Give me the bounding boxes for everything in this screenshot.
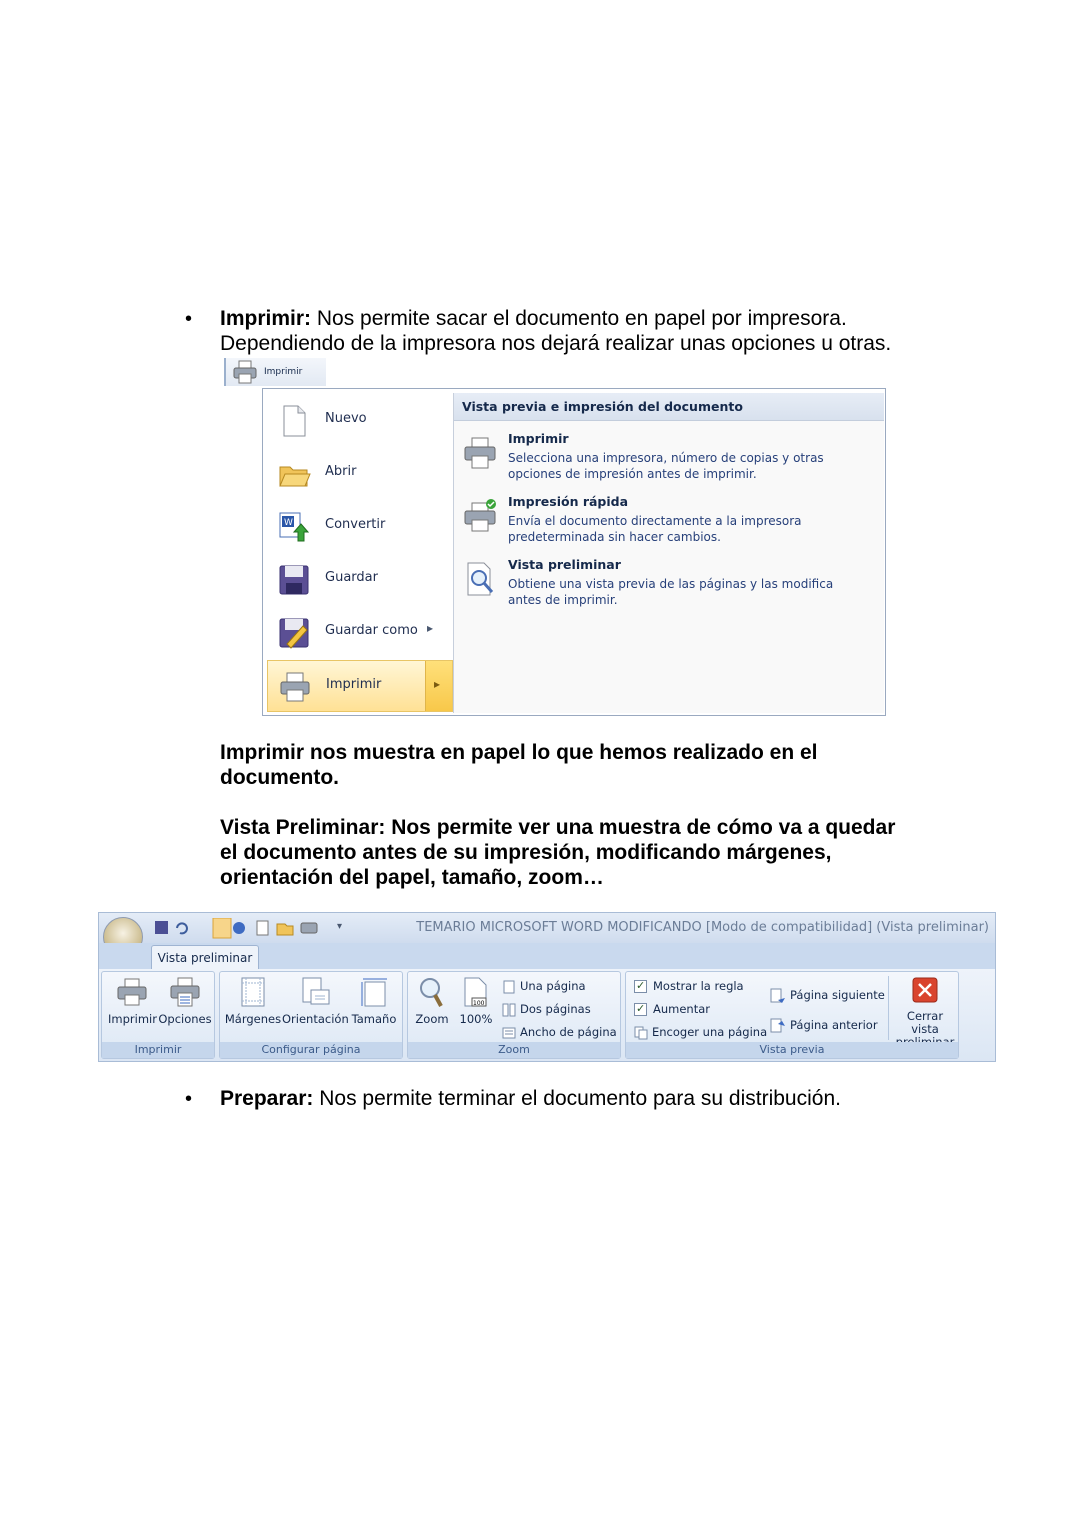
imprimir-description: Imprimir nos muestra en papel lo que hemos realizado en el documento. — [220, 741, 818, 789]
office-menu — [262, 388, 886, 716]
tab-vista-preliminar[interactable]: Vista preliminar — [151, 945, 259, 970]
print-preview-icon — [462, 561, 498, 597]
previous-page-icon — [770, 1018, 786, 1034]
qat-dropdown-icon[interactable]: ▾ — [337, 921, 343, 932]
window-title: TEMARIO MICROSOFT WORD MODIFICANDO [Modo de compatibilidad] (Vista preliminar) — [416, 920, 989, 935]
save-as-icon — [277, 616, 311, 650]
page-100-icon-text: 100 — [473, 1000, 485, 1007]
checkbox-icon — [634, 1003, 647, 1016]
encoger-pagina-button[interactable]: Encoger una página — [634, 1023, 767, 1041]
menu-item-imprimir[interactable]: Imprimir ▸ — [267, 660, 453, 712]
ribbon-orientacion-button[interactable]: Orientación — [282, 976, 348, 1026]
preparar-text: Nos permite terminar el documento para su distribución. — [313, 1087, 841, 1110]
imprimir-submenu-box[interactable] — [425, 661, 452, 711]
printer-icon — [278, 670, 312, 704]
aumentar-checkbox[interactable]: ✓Aumentar — [634, 1000, 710, 1018]
ribbon-100-button[interactable]: 100 100% — [456, 976, 496, 1026]
ribbon-groups — [99, 969, 995, 1062]
printer-icon — [116, 976, 148, 1008]
imprimir-small-label: Imprimir — [264, 367, 303, 377]
shrink-page-icon — [634, 1026, 648, 1040]
mostrar-regla-checkbox[interactable]: ✓Mostrar la regla — [634, 977, 744, 995]
imprimir-paragraph — [220, 306, 980, 356]
title-bar — [99, 913, 995, 943]
group-zoom — [407, 971, 621, 1059]
one-page-icon — [502, 980, 516, 994]
convert-icon — [277, 510, 311, 544]
preparar-term: Preparar: — [220, 1087, 314, 1110]
menu-item-nuevo[interactable]: Nuevo — [267, 395, 453, 447]
print-preview-ribbon — [98, 912, 996, 1062]
ribbon-zoom-button[interactable]: Zoom — [412, 976, 452, 1026]
pagina-siguiente-button[interactable]: Página siguiente — [770, 986, 885, 1004]
bullet-preparar: • — [185, 1088, 193, 1110]
quick-access-toolbar — [153, 918, 323, 940]
menu-item-abrir[interactable]: Abrir — [267, 448, 453, 500]
group-imprimir — [101, 971, 215, 1059]
quick-print-icon — [462, 498, 498, 534]
ancho-de-pagina-button[interactable]: Ancho de página — [502, 1023, 617, 1041]
imprimir-text-2: Dependiendo de la impresora nos dejará realizar unas opciones u otras. — [220, 332, 892, 355]
submenu-arrow-icon: ▸ — [434, 677, 441, 691]
submenu-header: Vista previa e impresión del documento — [454, 393, 884, 421]
imprimir-text-1: Nos permite sacar el documento en papel por impresora. — [311, 307, 847, 330]
ribbon-imprimir-button[interactable]: Imprimir — [108, 976, 156, 1026]
orientation-icon — [299, 976, 331, 1008]
imprimir-small-button[interactable] — [224, 358, 326, 386]
dos-paginas-button[interactable]: Dos páginas — [502, 1000, 591, 1018]
margins-icon — [238, 976, 268, 1008]
office-menu-right — [454, 393, 884, 713]
ribbon-margenes-button[interactable]: Márgenes — [224, 976, 282, 1026]
group-label-imprimir: Imprimir — [102, 1042, 214, 1058]
page-100-icon — [461, 976, 491, 1008]
svg-text:W: W — [284, 518, 293, 528]
new-document-icon — [277, 404, 311, 438]
group-divider — [888, 976, 889, 1040]
group-configurar-pagina — [219, 971, 403, 1059]
menu-item-convertir[interactable]: W Convertir — [267, 501, 453, 553]
group-vista-previa — [625, 971, 959, 1059]
zoom-icon — [417, 976, 447, 1008]
group-label-configurar: Configurar página — [220, 1042, 402, 1058]
next-page-icon — [770, 988, 786, 1004]
size-icon — [359, 976, 389, 1008]
ribbon-tab-row — [99, 943, 995, 969]
office-menu-left — [267, 393, 454, 713]
submenu-arrow-icon: ▸ — [427, 621, 434, 635]
two-pages-icon — [502, 1003, 516, 1017]
menu-item-guardar[interactable]: Guardar — [267, 554, 453, 606]
submenu-item-vista-preliminar[interactable]: Vista preliminar Obtiene una vista previa de las páginas y las modifica antes de imprimir. — [454, 557, 884, 611]
group-label-vista-previa: Vista previa — [626, 1042, 958, 1058]
page-width-icon — [502, 1026, 516, 1040]
save-icon — [277, 563, 311, 597]
vista-preliminar-description: Vista Preliminar: Nos permite ver una muestra de cómo va a quedar el documento antes de su impresión, modificando márgenes, orientación del papel, tamaño, zoom… — [220, 816, 896, 889]
preparar-paragraph — [220, 1086, 980, 1111]
pagina-anterior-button[interactable]: Página anterior — [770, 1016, 878, 1034]
checkbox-icon — [634, 980, 647, 993]
submenu-item-impresion-rapida[interactable]: Impresión rápida Envía el documento directamente a la impresora predeterminada sin hacer cambios. — [454, 494, 884, 548]
printer-icon — [232, 360, 258, 384]
cerrar-vista-preliminar-button[interactable]: Cerrar vista — [892, 976, 958, 1049]
imprimir-term: Imprimir: — [220, 307, 312, 330]
bullet-imprimir: • — [185, 308, 193, 330]
open-folder-icon — [277, 457, 311, 491]
menu-item-guardar-como[interactable]: Guardar como ▸ — [267, 607, 453, 659]
printer-icon — [462, 435, 498, 471]
close-icon — [911, 976, 939, 1004]
group-label-zoom: Zoom — [408, 1042, 620, 1058]
una-pagina-button[interactable]: Una página — [502, 977, 586, 995]
submenu-item-imprimir[interactable]: Imprimir Selecciona una impresora, número de copias y otras opciones de impresión antes de imprimir. — [454, 431, 884, 485]
print-options-icon — [169, 976, 201, 1008]
ribbon-tamano-button[interactable]: Tamaño — [348, 976, 400, 1026]
ribbon-opciones-button[interactable]: Opciones — [158, 976, 212, 1026]
